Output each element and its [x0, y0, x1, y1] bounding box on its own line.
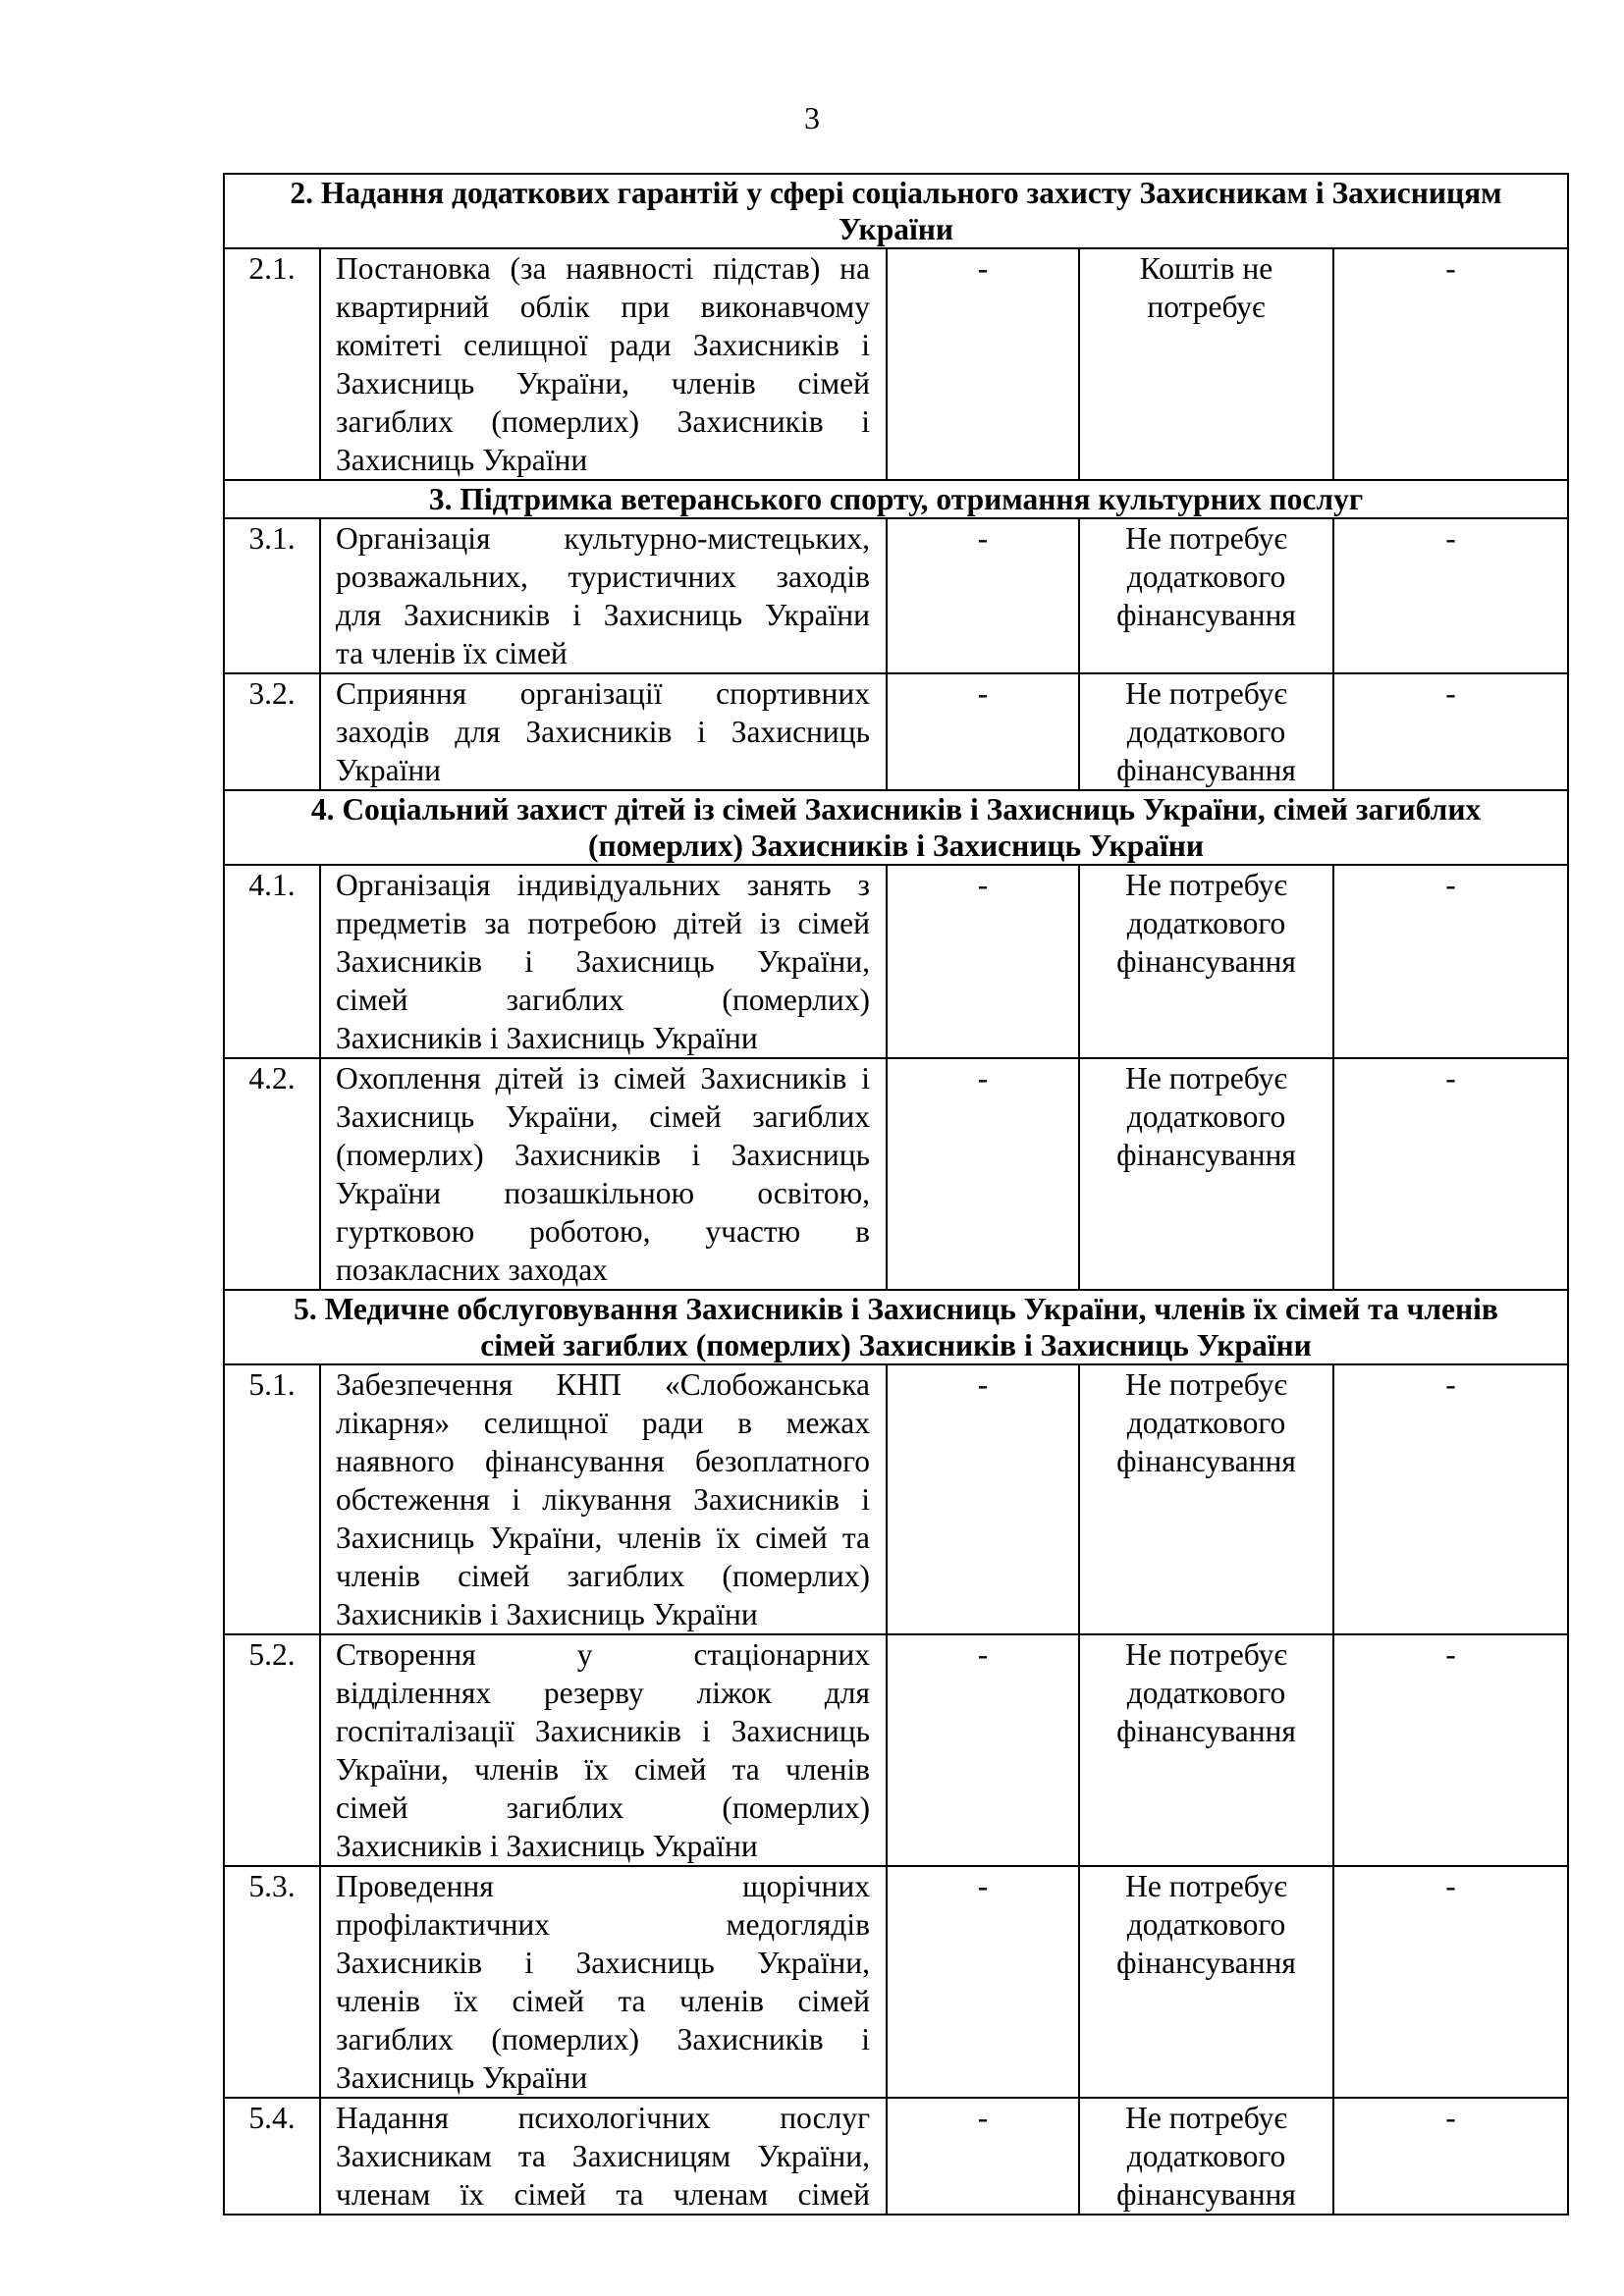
description-line: України [336, 753, 442, 787]
financing-cell [1079, 1058, 1333, 1290]
financing-line: фінансування [1116, 2177, 1296, 2212]
financing-line: додаткового [1126, 906, 1286, 940]
financing-line: додаткового [1126, 1099, 1286, 1134]
description-line: Захисників і Захисниць України, [336, 944, 870, 979]
measure-description [320, 248, 887, 480]
financing-line: Не потребує [1125, 676, 1287, 711]
section-title-line: 5. Медичне обслуговування Захисників і Захисниць України, членів їх сімей та членів [294, 1292, 1498, 1326]
description-line: квартирний облік при виконавчому [336, 290, 870, 324]
description-line: розважальних, туристичних заходів [336, 560, 870, 594]
term-cell: - [887, 2098, 1079, 2215]
financing-line: додаткового [1126, 715, 1286, 749]
description-line: Організація культурно-мистецьких, [336, 521, 870, 556]
section-title [224, 174, 1568, 248]
amount-cell: - [1333, 1866, 1568, 2098]
financing-cell [1079, 248, 1333, 480]
description-line: загиблих (померлих) Захисників і [336, 2022, 870, 2056]
amount-cell: - [1333, 673, 1568, 790]
description-line: відділеннях резерву ліжок для [336, 1676, 870, 1710]
measure-number: 3.2. [224, 673, 320, 790]
description-line: членів сімей загиблих (померлих) [336, 1559, 870, 1593]
financing-line: Не потребує [1125, 1061, 1287, 1095]
amount-cell: - [1333, 248, 1568, 480]
description-line: загиблих (померлих) Захисників і [336, 404, 870, 439]
financing-line: Не потребує [1125, 1367, 1287, 1402]
description-line: сімей загиблих (померлих) [336, 983, 870, 1017]
financing-line: Не потребує [1125, 1869, 1287, 1903]
financing-line: фінансування [1116, 1714, 1296, 1748]
measure-row [224, 865, 1568, 1058]
description-line: Постановка (за наявності підстав) на [336, 251, 870, 286]
measure-description [320, 1634, 887, 1866]
amount-cell: - [1333, 1364, 1568, 1634]
section-title-line: України [839, 212, 954, 246]
measure-row [224, 518, 1568, 673]
description-line: Захисниць України, членів сімей [336, 366, 870, 400]
description-line: комітеті селищної ради Захисників і [336, 328, 870, 362]
description-line: Створення у стаціонарних [336, 1637, 870, 1672]
measure-description [320, 2098, 887, 2215]
measure-description [320, 1866, 887, 2098]
financing-line: додаткового [1126, 1907, 1286, 1942]
term-cell: - [887, 1058, 1079, 1290]
description-line: сімей загиблих (померлих) [336, 1790, 870, 1825]
measure-number: 5.4. [224, 2098, 320, 2215]
description-line: та членів їх сімей [336, 636, 568, 670]
description-line: предметів за потребою дітей із сімей [336, 906, 870, 940]
financing-line: фінансування [1116, 1444, 1296, 1478]
description-line: Захисниць України, членів їх сімей та [336, 1521, 870, 1555]
financing-line: Не потребує [1125, 1637, 1287, 1672]
measure-row [224, 673, 1568, 790]
financing-line: фінансування [1116, 944, 1296, 979]
financing-line: Коштів не [1139, 251, 1273, 286]
description-line: Захисниць України, сімей загиблих [336, 1099, 870, 1134]
measure-number: 5.1. [224, 1364, 320, 1634]
section-title-line: 3. Підтримка ветеранського спорту, отримання культурних послуг [428, 482, 1364, 516]
description-line: Захисників і Захисниць України [336, 1829, 758, 1863]
measure-description [320, 1058, 887, 1290]
section-title-line: 4. Соціальний захист дітей із сімей Захисників і Захисниць України, сімей загиблих [310, 792, 1482, 827]
description-line: Захисниць України [336, 2060, 588, 2095]
description-line: Охоплення дітей із сімей Захисників і [336, 1061, 870, 1095]
financing-line: Не потребує [1125, 521, 1287, 556]
financing-cell [1079, 2098, 1333, 2215]
measure-description [320, 518, 887, 673]
description-line: Організація індивідуальних занять з [336, 868, 870, 902]
section-title [224, 790, 1568, 865]
section-title-line: 2. Надання додаткових гарантій у сфері соціального захисту Захисникам і Захисницям [290, 176, 1502, 210]
description-line: членам їх сімей та членам сімей [336, 2177, 870, 2212]
description-line: (померлих) Захисників і Захисниць [336, 1138, 870, 1172]
term-cell: - [887, 1866, 1079, 2098]
description-line: госпіталізації Захисників і Захисниць [336, 1714, 870, 1748]
financing-line: додаткового [1126, 1406, 1286, 1440]
financing-cell [1079, 518, 1333, 673]
description-line: обстеження і лікування Захисників і [336, 1482, 870, 1517]
description-line: України позашкільною освітою, [336, 1176, 870, 1210]
section-header-row [224, 480, 1568, 518]
financing-line: потребує [1147, 290, 1266, 324]
amount-cell: - [1333, 2098, 1568, 2215]
term-cell: - [887, 1634, 1079, 1866]
financing-cell [1079, 865, 1333, 1058]
measure-number: 5.3. [224, 1866, 320, 2098]
term-cell: - [887, 865, 1079, 1058]
description-line: позакласних заходах [336, 1253, 608, 1287]
description-line: Захисниць України [336, 443, 588, 477]
measure-row [224, 248, 1568, 480]
description-line: Забезпечення КНП «Слобожанська [336, 1367, 870, 1402]
measure-row [224, 1634, 1568, 1866]
description-line: Захисників і Захисниць України, [336, 1946, 870, 1980]
description-line: наявного фінансування безоплатного [336, 1444, 870, 1478]
description-line: України, членів їх сімей та членів [336, 1752, 870, 1787]
financing-line: фінансування [1116, 1138, 1296, 1172]
financing-line: фінансування [1116, 598, 1296, 632]
measure-description [320, 865, 887, 1058]
financing-cell [1079, 1634, 1333, 1866]
term-cell: - [887, 1364, 1079, 1634]
description-line: Надання психологічних послуг [336, 2101, 870, 2135]
financing-line: фінансування [1116, 753, 1296, 787]
description-line: членів їх сімей та членів сімей [336, 1984, 870, 2018]
term-cell: - [887, 248, 1079, 480]
amount-cell: - [1333, 865, 1568, 1058]
description-line: Захисників і Захисниць України [336, 1021, 758, 1055]
financing-line: додаткового [1126, 1676, 1286, 1710]
description-line: профілактичних медоглядів [336, 1907, 870, 1942]
financing-cell [1079, 1866, 1333, 2098]
measure-number: 3.1. [224, 518, 320, 673]
measure-description [320, 673, 887, 790]
description-line: гуртковою роботою, участю в [336, 1214, 870, 1249]
description-line: для Захисників і Захисниць України [336, 598, 870, 632]
section-title-line: (померлих) Захисників і Захисниць України [587, 828, 1205, 863]
measures-table [223, 173, 1569, 2216]
measure-row [224, 2098, 1568, 2215]
measure-description [320, 1364, 887, 1634]
measure-number: 4.2. [224, 1058, 320, 1290]
amount-cell: - [1333, 1634, 1568, 1866]
section-title-line: сімей загиблих (померлих) Захисників і Захисниць України [480, 1328, 1312, 1362]
description-line: заходів для Захисників і Захисниць [336, 715, 870, 749]
measure-number: 4.1. [224, 865, 320, 1058]
amount-cell: - [1333, 1058, 1568, 1290]
measure-row [224, 1866, 1568, 2098]
section-header-row [224, 174, 1568, 248]
financing-line: Не потребує [1125, 2101, 1287, 2135]
financing-cell [1079, 673, 1333, 790]
measure-number: 5.2. [224, 1634, 320, 1866]
section-title [224, 480, 1568, 518]
term-cell: - [887, 673, 1079, 790]
financing-line: додаткового [1126, 560, 1286, 594]
financing-cell [1079, 1364, 1333, 1634]
description-line: лікарня» селищної ради в межах [336, 1406, 870, 1440]
section-header-row [224, 790, 1568, 865]
section-title [224, 1290, 1568, 1364]
financing-line: додаткового [1126, 2139, 1286, 2173]
measure-row [224, 1364, 1568, 1634]
term-cell: - [887, 518, 1079, 673]
description-line: Сприяння організації спортивних [336, 676, 870, 711]
measure-number: 2.1. [224, 248, 320, 480]
measures-table-body [224, 174, 1568, 2215]
financing-line: Не потребує [1125, 868, 1287, 902]
description-line: Проведення щорічних [336, 1869, 870, 1903]
description-line: Захисників і Захисниць України [336, 1597, 758, 1631]
measure-row [224, 1058, 1568, 1290]
section-header-row [224, 1290, 1568, 1364]
financing-line: фінансування [1116, 1946, 1296, 1980]
page-number: 3 [804, 100, 820, 135]
description-line: Захисникам та Захисницям України, [336, 2139, 870, 2173]
amount-cell: - [1333, 518, 1568, 673]
